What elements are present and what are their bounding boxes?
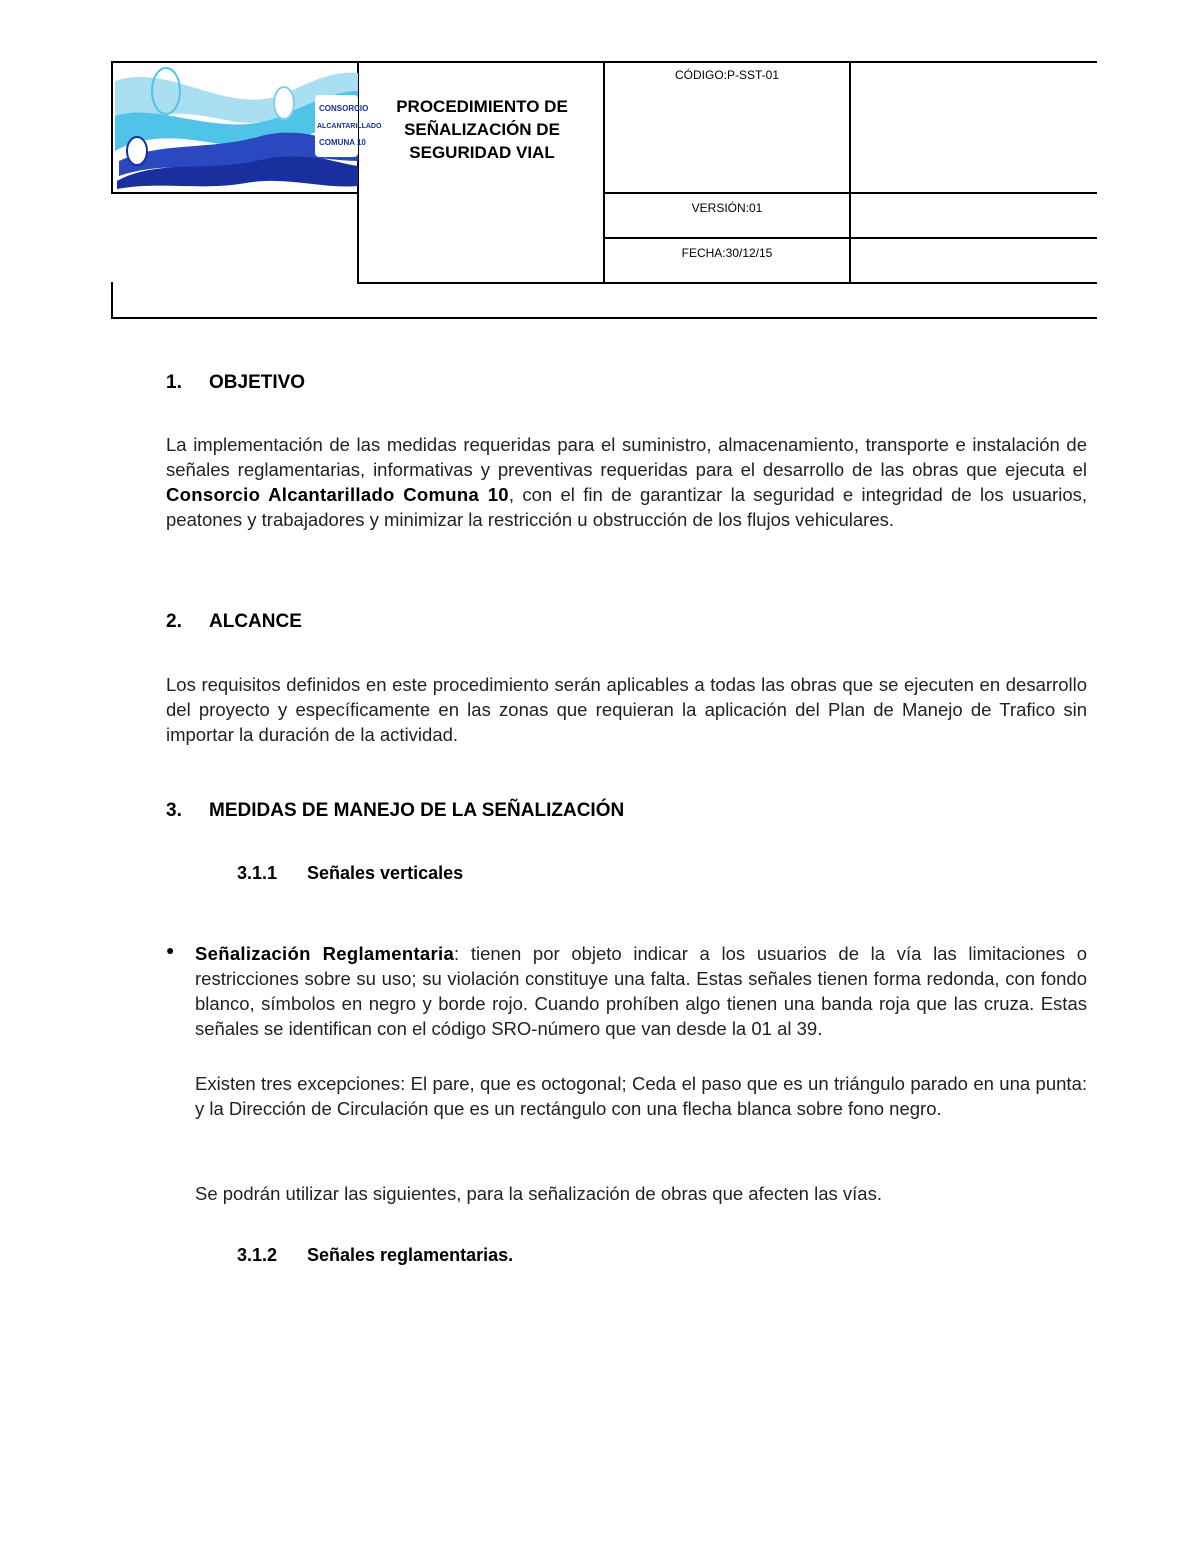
subsection-number: 3.1.2 <box>237 1245 278 1265</box>
footer-row-left-border <box>111 282 113 319</box>
logo-text-2: ALCANTARILLADO <box>317 123 382 130</box>
subsection-title: Señales reglamentarias. <box>307 1245 514 1265</box>
usage-paragraph: Se podrán utilizar las siguientes, para la señalización de obras que afecten las vías. <box>195 1183 882 1204</box>
section-title: ALCANCE <box>209 611 302 632</box>
objetivo-paragraph <box>166 432 1087 532</box>
objetivo-text-b: , con el fin de garantizar la seguridad e integridad de los usuarios, peatones y trabajadores y minimizar la restricción u obstrucción de los flujos vehiculares. <box>166 484 1088 530</box>
section-title: OBJETIVO <box>209 372 306 393</box>
fecha-row-border <box>358 282 1097 284</box>
company-logo <box>111 61 382 194</box>
subsection-number: 3.1.1 <box>237 863 278 883</box>
objetivo-text-a: La implementación de las medidas requeridas para el suministro, almacenamiento, transporte e instalación de señales reglamentarias, informativas y preventivas requeridas para el desarrollo de las obras que ejecuta el <box>166 434 1087 480</box>
section-heading-alcance <box>166 611 302 633</box>
logo-text-3: COMUNA 10 <box>319 138 366 147</box>
section-number: 3. <box>166 800 182 821</box>
title-line: SEGURIDAD VIAL <box>409 143 555 162</box>
exceptions-paragraph: Existen tres excepciones: El pare, que es octogonal; Ceda el paso que es un triángulo parado en una punta: y la Dirección de Circulación que es un rectángulo con una flecha blanca sobre fono negro. <box>195 1073 1087 1119</box>
bullet-icon: ● <box>166 942 175 958</box>
wave-logo-graphic <box>111 61 382 194</box>
section-heading-objetivo <box>166 372 305 394</box>
section-number: 2. <box>166 611 182 632</box>
reglamentaria-paragraph <box>195 941 1087 1041</box>
info-right-border <box>849 61 851 284</box>
version-label: VERSIÓN:01 <box>691 201 763 215</box>
document-header <box>111 61 1097 319</box>
title-line: PROCEDIMIENTO DE <box>396 97 568 116</box>
codigo-label: CÓDIGO:P-SST-01 <box>674 68 780 82</box>
subsection-heading-senales-verticales <box>237 863 463 884</box>
logo-text-1: CONSORCIO <box>319 104 369 113</box>
consortium-name: Consorcio Alcantarillado Comuna 10 <box>166 484 509 505</box>
section-number: 1. <box>166 372 182 393</box>
reglamentaria-text: : tienen por objeto indicar a los usuarios de la vía las limitaciones o restricciones sobre su uso; su violación constituye una falta. Estas señales tienen forma redonda, con fondo blanco, símbolos en negro y borde rojo. Cuando prohíben algo tienen una banda roja que las cruza. Estas señales se identifican con el código SRO-número que van desde la 01 al 39. <box>195 943 1087 1039</box>
fecha-label: FECHA:30/12/15 <box>681 246 773 260</box>
section-title: MEDIDAS DE MANEJO DE LA SEÑALIZACIÓN <box>209 800 625 821</box>
reglamentaria-term: Señalización Reglamentaria <box>195 943 455 964</box>
alcance-paragraph: Los requisitos definidos en este procedimiento serán aplicables a todas las obras que se ejecuten en desarrollo del proyecto y específicamente en las zonas que requieran la aplicación del Plan de Manejo de Trafico sin importar la duración de la actividad. <box>166 674 1087 745</box>
subsection-title: Señales verticales <box>307 863 464 883</box>
section-heading-medidas <box>166 800 624 822</box>
header-bottom-border <box>111 317 1097 319</box>
document-title <box>360 95 604 164</box>
title-line: SEÑALIZACIÓN DE <box>404 120 560 139</box>
subsection-heading-senales-reglamentarias <box>237 1245 513 1266</box>
